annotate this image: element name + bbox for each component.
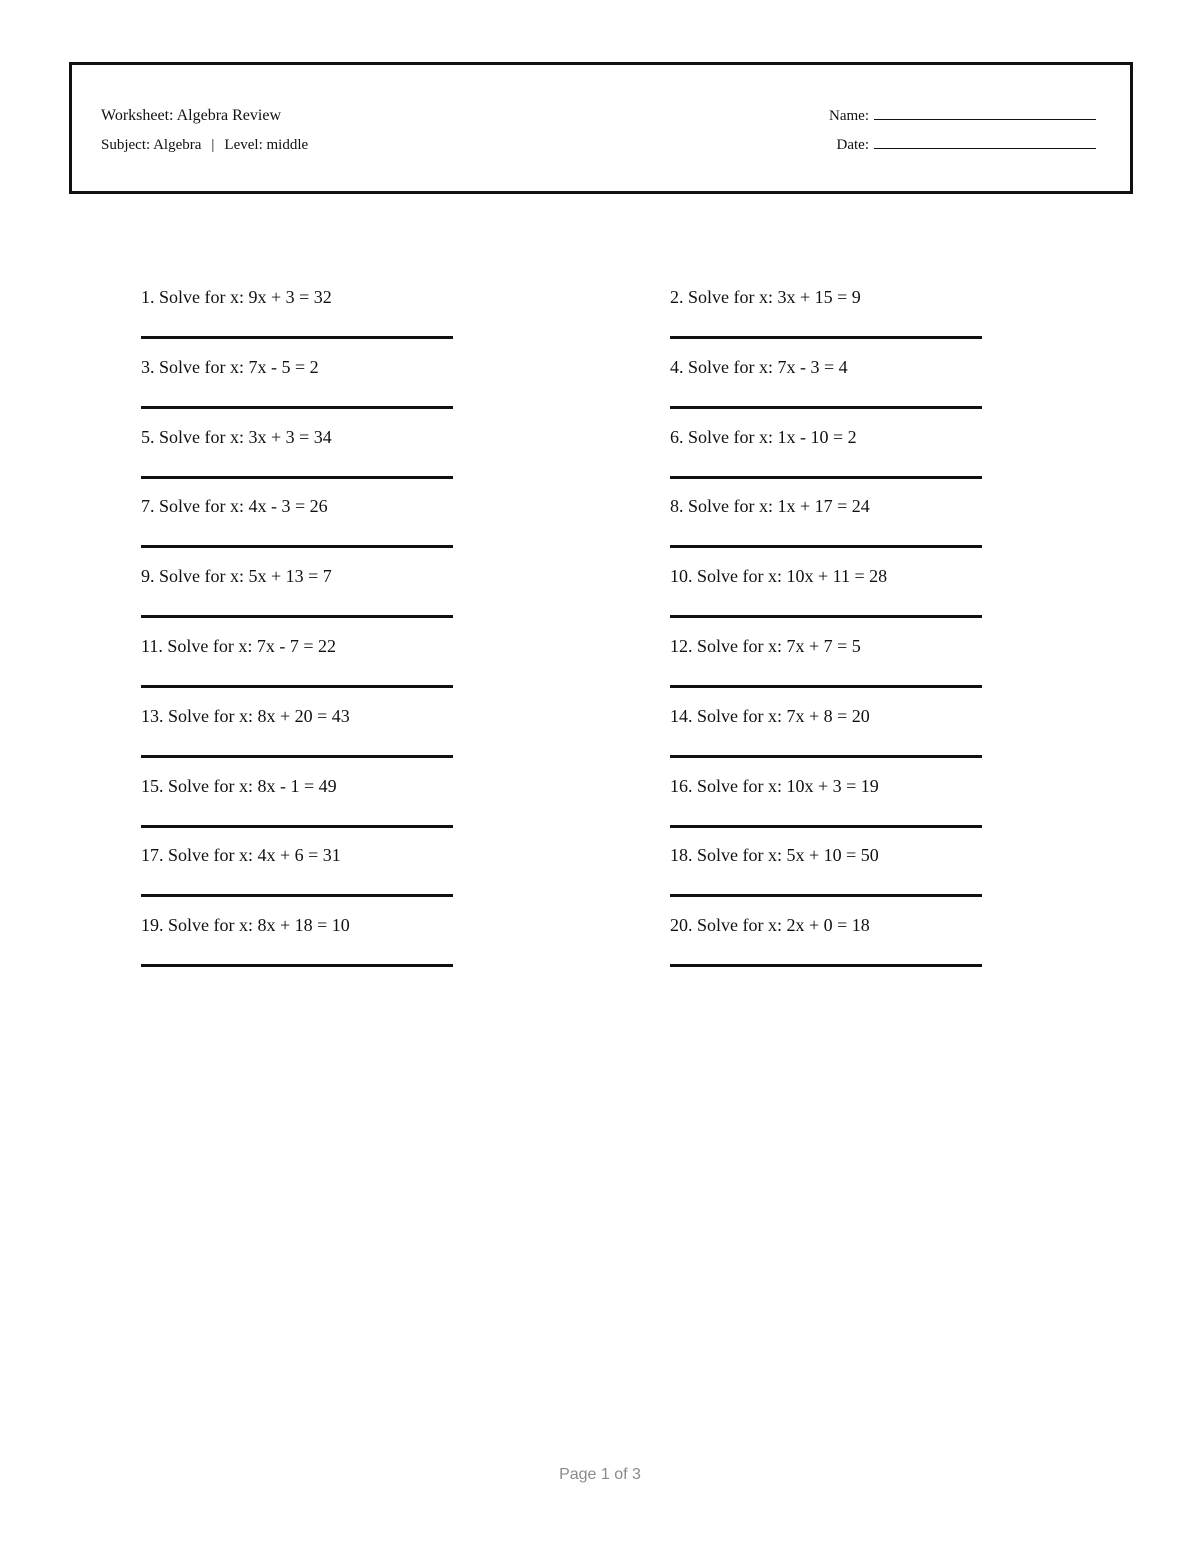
worksheet-header — [69, 62, 1133, 194]
answer-line[interactable] — [141, 894, 453, 897]
answer-line[interactable] — [670, 685, 982, 688]
question-item — [670, 551, 982, 588]
question-item — [670, 621, 982, 658]
date-field-row — [829, 135, 1096, 155]
answer-line[interactable] — [670, 545, 982, 548]
question-item — [670, 691, 982, 728]
answer-line[interactable] — [141, 476, 453, 479]
question-row — [141, 342, 983, 412]
question-item — [670, 761, 982, 798]
question-item — [141, 621, 453, 658]
question-text: 7. Solve for x: 4x - 3 = 26 — [141, 496, 328, 517]
question-row — [141, 551, 983, 621]
level-label: Level: middle — [224, 137, 309, 153]
answer-line[interactable] — [141, 964, 453, 967]
question-row — [141, 761, 983, 831]
header-fields — [829, 106, 1096, 155]
question-text: 17. Solve for x: 4x + 6 = 31 — [141, 845, 341, 866]
date-blank-line[interactable] — [874, 136, 1096, 149]
date-label: Date: — [836, 137, 869, 153]
name-field-row — [829, 106, 1096, 126]
question-text: 11. Solve for x: 7x - 7 = 22 — [141, 635, 336, 656]
answer-line[interactable] — [141, 825, 453, 828]
question-text: 2. Solve for x: 3x + 15 = 9 — [670, 287, 861, 307]
answer-line[interactable] — [141, 755, 453, 758]
question-row — [141, 900, 983, 970]
question-item — [670, 481, 982, 518]
answer-line[interactable] — [670, 615, 982, 618]
question-item — [141, 272, 453, 309]
question-text: 20. Solve for x: 2x + 0 = 18 — [670, 915, 870, 936]
answer-line[interactable] — [670, 336, 982, 339]
question-item — [670, 412, 982, 449]
question-item — [141, 412, 453, 449]
answer-line[interactable] — [670, 755, 982, 758]
question-row — [141, 621, 983, 691]
question-text: 9. Solve for x: 5x + 13 = 7 — [141, 566, 332, 587]
question-text: 10. Solve for x: 10x + 11 = 28 — [670, 566, 888, 587]
question-item — [141, 761, 453, 798]
question-text: 12. Solve for x: 7x + 7 = 5 — [670, 635, 861, 656]
question-text: 18. Solve for x: 5x + 10 = 50 — [670, 845, 879, 866]
question-item — [141, 551, 453, 588]
question-row — [141, 412, 983, 482]
question-text: 6. Solve for x: 1x - 10 = 2 — [670, 426, 857, 447]
answer-line[interactable] — [670, 825, 982, 828]
question-row — [141, 830, 983, 900]
answer-line[interactable] — [670, 964, 982, 967]
answer-line[interactable] — [670, 476, 982, 479]
answer-line[interactable] — [141, 615, 453, 618]
question-row — [141, 481, 983, 551]
question-item — [141, 481, 453, 518]
question-text: 4. Solve for x: 7x - 3 = 4 — [670, 356, 848, 377]
header-info — [101, 106, 308, 155]
worksheet-meta — [101, 135, 308, 155]
question-item — [141, 342, 453, 379]
answer-line[interactable] — [141, 685, 453, 688]
subject-label: Subject: Algebra — [101, 137, 202, 153]
name-blank-line[interactable] — [874, 107, 1096, 120]
question-item — [141, 691, 453, 728]
question-item — [670, 342, 982, 379]
question-item — [141, 900, 453, 937]
worksheet-title: Worksheet: Algebra Review — [101, 107, 281, 124]
question-text: 16. Solve for x: 10x + 3 = 19 — [670, 775, 879, 796]
answer-line[interactable] — [141, 545, 453, 548]
question-item — [670, 272, 982, 309]
answer-line[interactable] — [670, 406, 982, 409]
question-grid — [141, 272, 983, 970]
question-item — [141, 830, 453, 867]
question-item — [670, 900, 982, 937]
question-row — [141, 272, 983, 342]
answer-line[interactable] — [141, 336, 453, 339]
question-text: 13. Solve for x: 8x + 20 = 43 — [141, 705, 350, 726]
page-number: Page 1 of 3 — [559, 1466, 641, 1483]
name-label: Name: — [829, 108, 869, 124]
question-text: 14. Solve for x: 7x + 8 = 20 — [670, 705, 870, 726]
question-item — [670, 830, 982, 867]
question-row — [141, 691, 983, 761]
question-text: 8. Solve for x: 1x + 17 = 24 — [670, 496, 870, 517]
question-text: 19. Solve for x: 8x + 18 = 10 — [141, 915, 350, 936]
question-text: 5. Solve for x: 3x + 3 = 34 — [141, 426, 332, 447]
question-text: 3. Solve for x: 7x - 5 = 2 — [141, 356, 319, 377]
answer-line[interactable] — [141, 406, 453, 409]
question-text: 15. Solve for x: 8x - 1 = 49 — [141, 775, 337, 796]
answer-line[interactable] — [670, 894, 982, 897]
question-text: 1. Solve for x: 9x + 3 = 32 — [141, 287, 332, 307]
meta-separator: | — [211, 137, 215, 153]
